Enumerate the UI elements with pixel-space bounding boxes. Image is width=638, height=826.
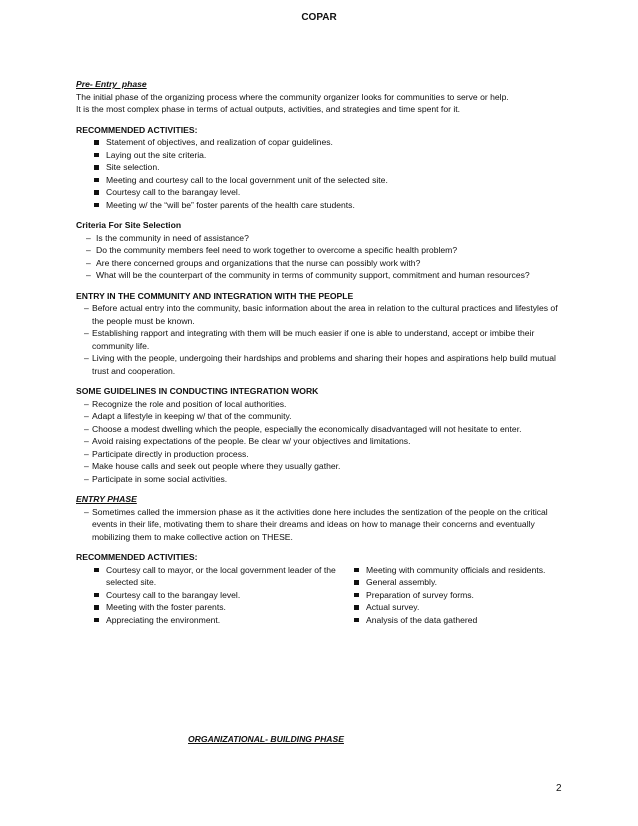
list-item: – Make house calls and seek out people where they usually gather. <box>76 460 566 473</box>
entry-activities-right-column <box>338 564 566 627</box>
list-item: – Recognize the role and position of local authorities. <box>76 398 566 411</box>
list-item: – What will be the counterpart of the community in terms of community support, commitment and human resources? <box>76 269 566 282</box>
list-item: – Are there concerned groups and organizations that the nurse can possibly work with? <box>76 257 566 270</box>
guidelines-list <box>76 398 566 486</box>
list-item: – Is the community in need of assistance? <box>76 232 566 245</box>
entry-phase-heading: ENTRY PHASE <box>76 494 137 504</box>
list-item: – Do the community members feel need to work together to overcome a specific health problem? <box>76 244 566 257</box>
list-item: – Adapt a lifestyle in keeping w/ that of the community. <box>76 410 566 423</box>
list-item: Site selection. <box>76 161 566 174</box>
list-item: – Participate in some social activities. <box>76 473 566 486</box>
list-item: Courtesy call to mayor, or the local government leader of the selected site. <box>76 564 338 589</box>
list-item: Meeting with the foster parents. <box>76 601 338 614</box>
criteria-heading: Criteria For Site Selection <box>76 220 182 230</box>
list-item: – Sometimes called the immersion phase as it the activities done here includes the sentization of the people on the critical events in their life, motivating them to share their dreams and ideas on how to manage their concerns and eventually mobilizing them to make collective action on THESE. <box>76 506 566 544</box>
entry-integration-list <box>76 302 566 377</box>
organizational-building-heading: ORGANIZATIONAL- BUILDING PHASE <box>188 734 344 744</box>
list-item: Laying out the site criteria. <box>76 149 566 162</box>
pre-entry-intro-line-1: The initial phase of the organizing process where the community organizer looks for communities to serve or help. <box>76 91 509 102</box>
recommended-activities-heading: RECOMMENDED ACTIVITIES: <box>76 124 198 135</box>
guidelines-heading: SOME GUIDELINES IN CONDUCTING INTEGRATION WORK <box>76 386 319 396</box>
criteria-list <box>76 232 566 282</box>
list-item: – Living with the people, undergoing their hardships and problems and sharing their hopes and aspirations help build mutual trust and cooperation. <box>76 352 566 377</box>
list-item: Analysis of the data gathered <box>338 614 566 627</box>
entry-activities-columns <box>76 564 566 627</box>
list-item: Courtesy call to the barangay level. <box>76 589 338 602</box>
list-item: Meeting and courtesy call to the local government unit of the selected site. <box>76 174 566 187</box>
list-item: Appreciating the environment. <box>76 614 338 627</box>
list-item: – Participate directly in production process. <box>76 448 566 461</box>
list-item: General assembly. <box>338 576 566 589</box>
list-item: Meeting with community officials and residents. <box>338 564 566 577</box>
list-item: – Avoid raising expectations of the people. Be clear w/ your objectives and limitations. <box>76 435 566 448</box>
entry-recommended-activities-heading: RECOMMENDED ACTIVITIES: <box>76 552 198 562</box>
entry-phase-list <box>76 506 566 544</box>
pre-entry-activities-list <box>76 136 566 211</box>
pre-entry-heading: Pre- Entry phase <box>76 79 147 89</box>
list-item: Meeting w/ the “will be” foster parents of the health care students. <box>76 199 566 212</box>
list-item: Statement of objectives, and realization of copar guidelines. <box>76 136 566 149</box>
list-item: Preparation of survey forms. <box>338 589 566 602</box>
list-item: – Establishing rapport and integrating with them will be much easier if one is able to understand, accept or imbibe their community life. <box>76 327 566 352</box>
list-item: – Choose a modest dwelling which the people, especially the economically disadvantaged will not hesitate to enter. <box>76 423 566 436</box>
pre-entry-intro-line-2: It is the most complex phase in terms of actual outputs, activities, and strategies and time spent for it. <box>76 104 461 114</box>
list-item: – Before actual entry into the community, basic information about the area in relation to the cultural practices and lifestyles of the people must be known. <box>76 302 566 327</box>
list-item: Actual survey. <box>338 601 566 614</box>
page-content <box>76 78 566 626</box>
entry-integration-heading: ENTRY IN THE COMMUNITY AND INTEGRATION WITH THE PEOPLE <box>76 290 354 301</box>
page-title: COPAR <box>301 12 337 23</box>
page-number: 2 <box>556 783 562 794</box>
entry-activities-left-column <box>76 564 338 627</box>
list-item: Courtesy call to the barangay level. <box>76 186 566 199</box>
